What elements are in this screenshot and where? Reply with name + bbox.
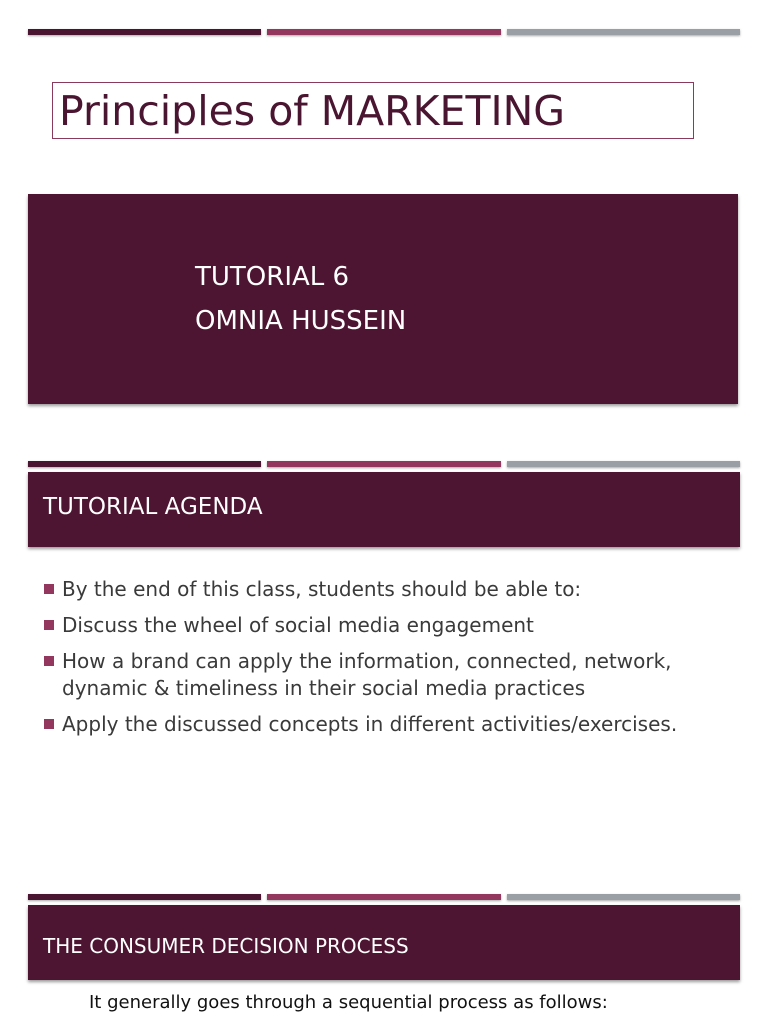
stripe-gray bbox=[507, 461, 740, 467]
section-title: THE CONSUMER DECISION PROCESS bbox=[43, 934, 409, 958]
decor-stripes bbox=[28, 29, 740, 36]
body-text: It generally goes through a sequential process as follows: bbox=[89, 992, 608, 1013]
list-item-text: By the end of this class, students should be able to: bbox=[62, 577, 582, 601]
page-title: Principles of MARKETING bbox=[59, 87, 566, 135]
bullet-icon bbox=[44, 620, 54, 630]
bullet-icon bbox=[44, 656, 54, 666]
stripe-gray bbox=[507, 29, 740, 35]
stripe-dark bbox=[28, 29, 261, 35]
tutorial-number: TUTORIAL 6 bbox=[195, 262, 350, 292]
decor-stripes bbox=[28, 461, 740, 468]
list-item bbox=[44, 612, 704, 639]
decor-stripes bbox=[28, 894, 740, 901]
list-item-text: Apply the discussed concepts in different activities/exercises. bbox=[62, 712, 678, 736]
stripe-accent bbox=[267, 29, 500, 35]
stripe-accent bbox=[267, 894, 500, 900]
section-header bbox=[28, 905, 740, 980]
agenda-list bbox=[44, 576, 704, 747]
stripe-gray bbox=[507, 894, 740, 900]
list-item bbox=[44, 711, 704, 738]
bullet-icon bbox=[44, 719, 54, 729]
title-box bbox=[52, 82, 694, 139]
list-item bbox=[44, 576, 704, 603]
section-title: TUTORIAL AGENDA bbox=[43, 494, 263, 520]
cover-panel bbox=[28, 194, 738, 404]
author-name: OMNIA HUSSEIN bbox=[195, 306, 407, 336]
list-item-text: Discuss the wheel of social media engagement bbox=[62, 613, 534, 637]
stripe-accent bbox=[267, 461, 500, 467]
bullet-icon bbox=[44, 584, 54, 594]
stripe-dark bbox=[28, 894, 261, 900]
list-item bbox=[44, 648, 704, 702]
list-item-text: How a brand can apply the information, connected, network, dynamic & timeliness in their social media practices bbox=[62, 649, 672, 700]
section-header bbox=[28, 472, 740, 547]
stripe-dark bbox=[28, 461, 261, 467]
